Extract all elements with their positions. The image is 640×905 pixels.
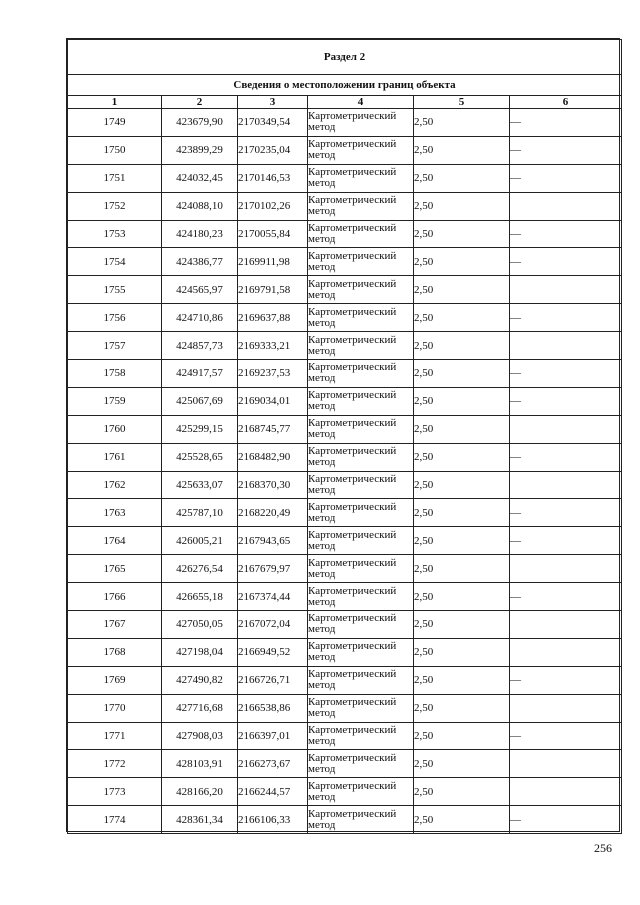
note-cell [510,443,622,471]
method-line-1: Картометрический [308,500,397,513]
coordinate-x: 428166,20 [162,778,238,806]
coordinate-x: 425528,65 [162,443,238,471]
table-row [68,415,622,443]
method-line-2: метод [308,288,336,301]
coordinate-x: 428361,34 [162,806,238,834]
point-number: 1762 [68,471,162,499]
point-number: 1761 [68,443,162,471]
accuracy-value: 2,50 [414,527,510,555]
note-value: — [510,311,521,324]
method-line-1: Картометрический [308,445,397,458]
method-line-1: Картометрический [308,249,397,262]
table-row [68,276,622,304]
accuracy-value: 2,50 [414,304,510,332]
point-number: 1769 [68,666,162,694]
table-row [68,638,622,666]
coordinate-x: 425633,07 [162,471,238,499]
point-number: 1768 [68,638,162,666]
accuracy-value: 2,50 [414,192,510,220]
coordinate-y: 2170146,53 [238,164,308,192]
method-line-2: метод [308,121,336,134]
method-line-1: Картометрический [308,305,397,318]
note-cell [510,192,622,220]
column-number: 4 [308,96,414,109]
accuracy-value: 2,50 [414,332,510,360]
method-line-1: Картометрический [308,556,397,569]
table-row [68,611,622,639]
table-row [68,666,622,694]
coordinate-x: 424386,77 [162,248,238,276]
note-cell [510,220,622,248]
note-cell [510,109,622,137]
note-value: — [510,730,521,743]
coordinate-x: 427490,82 [162,666,238,694]
accuracy-value: 2,50 [414,387,510,415]
point-number: 1760 [68,415,162,443]
method-line-1: Картометрический [308,751,397,764]
method-line-1: Картометрический [308,584,397,597]
method-cell [308,499,414,527]
subtitle-row [68,75,622,96]
coordinate-y: 2166106,33 [238,806,308,834]
note-cell [510,555,622,583]
method-line-2: метод [308,344,336,357]
coordinate-x: 425787,10 [162,499,238,527]
coordinate-y: 2170235,04 [238,136,308,164]
method-cell [308,192,414,220]
point-number: 1751 [68,164,162,192]
note-cell [510,360,622,388]
method-cell [308,304,414,332]
method-line-2: метод [308,511,336,524]
method-cell [308,387,414,415]
method-cell [308,332,414,360]
note-cell [510,527,622,555]
coordinate-y: 2169637,88 [238,304,308,332]
note-value: — [510,674,521,687]
table-row [68,527,622,555]
method-line-1: Картометрический [308,473,397,486]
method-cell [308,666,414,694]
accuracy-value: 2,50 [414,109,510,137]
method-line-2: метод [308,623,336,636]
point-number: 1771 [68,722,162,750]
accuracy-value: 2,50 [414,555,510,583]
point-number: 1764 [68,527,162,555]
coordinate-x: 423679,90 [162,109,238,137]
point-number: 1773 [68,778,162,806]
coordinate-y: 2168370,30 [238,471,308,499]
coordinate-y: 2166949,52 [238,638,308,666]
coordinate-y: 2169333,21 [238,332,308,360]
method-line-2: метод [308,400,336,413]
note-cell [510,164,622,192]
coordinate-x: 426276,54 [162,555,238,583]
method-line-2: метод [308,149,336,162]
accuracy-value: 2,50 [414,722,510,750]
table-row [68,499,622,527]
column-number: 2 [162,96,238,109]
method-line-1: Картометрический [308,724,397,737]
coordinate-y: 2169911,98 [238,248,308,276]
note-cell [510,694,622,722]
column-number: 5 [414,96,510,109]
coordinate-x: 425299,15 [162,415,238,443]
table-row [68,694,622,722]
method-line-1: Картометрический [308,807,397,820]
method-cell [308,220,414,248]
coordinate-y: 2167943,65 [238,527,308,555]
point-number: 1766 [68,583,162,611]
point-number: 1754 [68,248,162,276]
section-subtitle: Сведения о местоположении границ объекта [68,75,622,96]
method-line-1: Картометрический [308,417,397,430]
coordinate-y: 2169791,58 [238,276,308,304]
accuracy-value: 2,50 [414,220,510,248]
method-line-1: Картометрический [308,389,397,402]
coordinate-y: 2168220,49 [238,499,308,527]
table-row [68,443,622,471]
accuracy-value: 2,50 [414,248,510,276]
coordinate-x: 427716,68 [162,694,238,722]
note-value: — [510,116,521,129]
table-row [68,583,622,611]
method-line-1: Картометрический [308,277,397,290]
method-line-2: метод [308,567,336,580]
point-number: 1750 [68,136,162,164]
note-value: — [510,506,521,519]
method-line-2: метод [308,707,336,720]
coordinate-x: 428103,91 [162,750,238,778]
point-number: 1774 [68,806,162,834]
coordinate-x: 427198,04 [162,638,238,666]
table-row [68,332,622,360]
accuracy-value: 2,50 [414,136,510,164]
coordinate-x: 425067,69 [162,387,238,415]
coordinate-x: 424180,23 [162,220,238,248]
method-cell [308,415,414,443]
coordinate-x: 427050,05 [162,611,238,639]
accuracy-value: 2,50 [414,360,510,388]
method-cell [308,136,414,164]
column-numbers-row [68,96,622,109]
note-cell [510,778,622,806]
point-number: 1755 [68,276,162,304]
method-line-1: Картометрический [308,222,397,234]
coordinate-y: 2169237,53 [238,360,308,388]
method-cell [308,527,414,555]
note-cell [510,387,622,415]
coordinate-x: 424857,73 [162,332,238,360]
accuracy-value: 2,50 [414,276,510,304]
method-cell [308,806,414,834]
coordinate-y: 2166538,86 [238,694,308,722]
method-line-1: Картометрический [308,166,397,179]
note-value: — [510,395,521,408]
table-row [68,109,622,137]
note-cell [510,666,622,694]
method-cell [308,360,414,388]
method-line-2: метод [308,372,336,385]
method-line-1: Картометрический [308,333,397,346]
point-number: 1759 [68,387,162,415]
method-line-2: метод [308,428,336,441]
accuracy-value: 2,50 [414,583,510,611]
method-line-2: метод [308,818,336,831]
accuracy-value: 2,50 [414,666,510,694]
method-line-1: Картометрический [308,612,397,625]
table-row [68,722,622,750]
note-value: — [510,255,521,268]
method-line-2: метод [308,762,336,775]
coordinate-y: 2170102,26 [238,192,308,220]
note-cell [510,611,622,639]
coordinate-x: 426005,21 [162,527,238,555]
method-cell [308,471,414,499]
page-number: 256 [594,841,612,855]
accuracy-value: 2,50 [414,611,510,639]
note-cell [510,750,622,778]
table-row [68,806,622,834]
accuracy-value: 2,50 [414,499,510,527]
coordinate-y: 2169034,01 [238,387,308,415]
method-line-1: Картометрический [308,528,397,541]
note-cell [510,276,622,304]
method-line-1: Картометрический [308,138,397,151]
coordinate-x: 427908,03 [162,722,238,750]
point-number: 1752 [68,192,162,220]
coordinate-y: 2166273,67 [238,750,308,778]
method-line-2: метод [308,205,336,218]
accuracy-value: 2,50 [414,415,510,443]
method-line-1: Картометрический [308,110,397,123]
section-title: Раздел 2 [68,40,622,75]
note-cell [510,304,622,332]
coordinate-y: 2168745,77 [238,415,308,443]
coordinate-y: 2170349,54 [238,109,308,137]
table-row [68,248,622,276]
note-cell [510,248,622,276]
accuracy-value: 2,50 [414,638,510,666]
point-number: 1749 [68,109,162,137]
method-line-2: метод [308,484,336,497]
method-cell [308,750,414,778]
accuracy-value: 2,50 [414,694,510,722]
point-number: 1765 [68,555,162,583]
coordinate-y: 2170055,84 [238,220,308,248]
table-row [68,220,622,248]
accuracy-value: 2,50 [414,443,510,471]
method-line-2: метод [308,260,336,273]
note-value: — [510,172,521,185]
method-cell [308,248,414,276]
coordinate-y: 2166244,57 [238,778,308,806]
method-cell [308,555,414,583]
point-number: 1763 [68,499,162,527]
table-row [68,750,622,778]
point-number: 1770 [68,694,162,722]
table-row [68,164,622,192]
point-number: 1753 [68,220,162,248]
accuracy-value: 2,50 [414,471,510,499]
coordinate-x: 423899,29 [162,136,238,164]
section-row [68,40,622,75]
method-cell [308,164,414,192]
method-line-1: Картометрический [308,779,397,792]
method-line-2: метод [308,233,336,245]
note-cell [510,471,622,499]
note-cell [510,806,622,834]
method-cell [308,638,414,666]
note-value: — [510,144,521,157]
column-number: 6 [510,96,622,109]
coordinate-x: 424088,10 [162,192,238,220]
method-cell [308,276,414,304]
point-number: 1767 [68,611,162,639]
table-row [68,387,622,415]
method-cell [308,694,414,722]
table-row [68,555,622,583]
method-line-2: метод [308,539,336,552]
note-cell [510,722,622,750]
method-line-2: метод [308,456,336,469]
accuracy-value: 2,50 [414,806,510,834]
point-number: 1772 [68,750,162,778]
point-number: 1757 [68,332,162,360]
note-value: — [510,813,521,826]
method-cell [308,443,414,471]
coordinate-x: 426655,18 [162,583,238,611]
accuracy-value: 2,50 [414,778,510,806]
method-cell [308,778,414,806]
column-number: 3 [238,96,308,109]
note-value: — [510,451,521,464]
method-line-1: Картометрический [308,361,397,374]
point-number: 1758 [68,360,162,388]
note-cell [510,583,622,611]
document-sheet [66,38,620,832]
method-line-2: метод [308,651,336,664]
method-line-2: метод [308,735,336,748]
method-line-2: метод [308,679,336,692]
coordinate-y: 2166726,71 [238,666,308,694]
note-cell [510,332,622,360]
method-line-2: метод [308,316,336,329]
method-cell [308,109,414,137]
boundary-table [67,39,622,834]
method-line-1: Картометрический [308,640,397,653]
column-number: 1 [68,96,162,109]
note-cell [510,136,622,164]
accuracy-value: 2,50 [414,164,510,192]
table-row [68,304,622,332]
method-line-1: Картометрический [308,194,397,207]
note-cell [510,638,622,666]
method-line-1: Картометрический [308,696,397,709]
method-line-2: метод [308,595,336,608]
method-line-2: метод [308,177,336,190]
coordinate-y: 2167679,97 [238,555,308,583]
note-value: — [510,590,521,603]
method-cell [308,611,414,639]
note-cell [510,499,622,527]
coordinate-y: 2167072,04 [238,611,308,639]
coordinate-x: 424032,45 [162,164,238,192]
table-row [68,192,622,220]
coordinate-x: 424710,86 [162,304,238,332]
table-row [68,778,622,806]
coordinate-x: 424565,97 [162,276,238,304]
coordinate-y: 2166397,01 [238,722,308,750]
method-cell [308,583,414,611]
coordinate-y: 2168482,90 [238,443,308,471]
method-line-1: Картометрический [308,668,397,681]
coordinate-x: 424917,57 [162,360,238,388]
note-value: — [510,534,521,547]
method-cell [308,722,414,750]
table-row [68,360,622,388]
note-value: — [510,228,521,240]
method-line-2: метод [308,790,336,803]
note-cell [510,415,622,443]
table-row [68,136,622,164]
point-number: 1756 [68,304,162,332]
table-row [68,471,622,499]
note-value: — [510,367,521,380]
accuracy-value: 2,50 [414,750,510,778]
coordinate-y: 2167374,44 [238,583,308,611]
